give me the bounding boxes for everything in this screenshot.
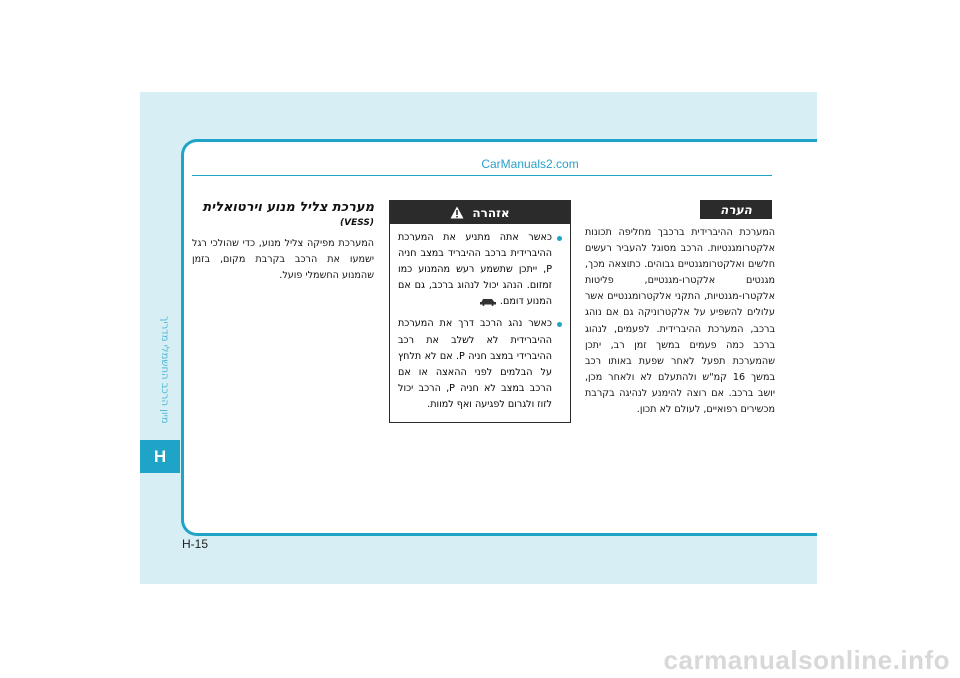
vess-subtitle: (VESS)	[339, 218, 374, 228]
warning-item-text: כאשר אתה מתניע את המערכת ההיברידית ברכב ההיבריד במצב חניה P, ייתכן שתשמע רעש מהמנוע כמו זמזום. הנהג יכול לנהוג ברכב, גם אם המנוע דומם.	[398, 232, 552, 308]
warning-item	[398, 230, 562, 310]
warning-item-text: כאשר נהג הרכב דרך את המערכת ההיברידית לא לשלב את רכב ההיברידי במצב חניה P. אם לא תלחץ על הבלמים לפני ההאצה או אם הרכב במצב לא חניה P, הרכב יכול לזוז ולגרום לפגיעה ואף למוות.	[398, 318, 552, 410]
warning-triangle-icon	[450, 206, 464, 219]
header-divider	[192, 175, 772, 176]
warning-list	[390, 224, 570, 423]
section-tab: H	[140, 440, 180, 473]
car-ready-icon	[479, 297, 497, 306]
note-column	[585, 200, 775, 418]
note-label: הערה	[700, 200, 772, 219]
warning-item	[398, 316, 562, 413]
warning-box	[389, 200, 571, 423]
vess-text: המערכת מפיקה צליל מנוע, כדי שהולכי רגל ישמעו את הרכב בקרבת מקום, בזמן שהמנוע החשמלי פועל.	[192, 238, 374, 282]
vess-title: מערכת צליל מנוע וירטואלית	[202, 200, 374, 215]
note-text: המערכת ההיברידית ברכבך מחליפה תכונות אלקטרומגנטיות. הרכב מסוגל להעביר רעשים חלשים ואלקטרומגנטיים גבוהים. כתוצאה מכך, מגנטים אלקטרו-מגנטיים, פליטות אלקטרו-מגנטיות, התקני אלקטרומגנטיים אשר עלולים להשפיע על אלקטרוניקה גם אם נוהג ברכב, המערכת ההיברידית. לפעמים, לנהוג ברכב כמה פעמים במשך זמן רב, יתכן שהמערכת תפעל לאחר שפעת באותו רכב במשך 16 קמ"ש ולהתעלם לא ולאחר מכן, יושב ברכב. אם רוצה להימנע לנהיגה בקרבת מכשירים רפואיים, לעולם לא תכון.	[585, 227, 776, 416]
vess-column	[192, 200, 374, 284]
side-chapter-label: מיון הרכב החשמלי מדריך	[159, 316, 170, 424]
page-number: H-15	[182, 537, 209, 551]
warning-header	[390, 201, 570, 224]
watermark-text: CarManuals2.com	[481, 157, 579, 171]
footer-watermark: carmanualsonline.info	[663, 645, 950, 675]
warning-label: אזהרה	[472, 205, 510, 220]
